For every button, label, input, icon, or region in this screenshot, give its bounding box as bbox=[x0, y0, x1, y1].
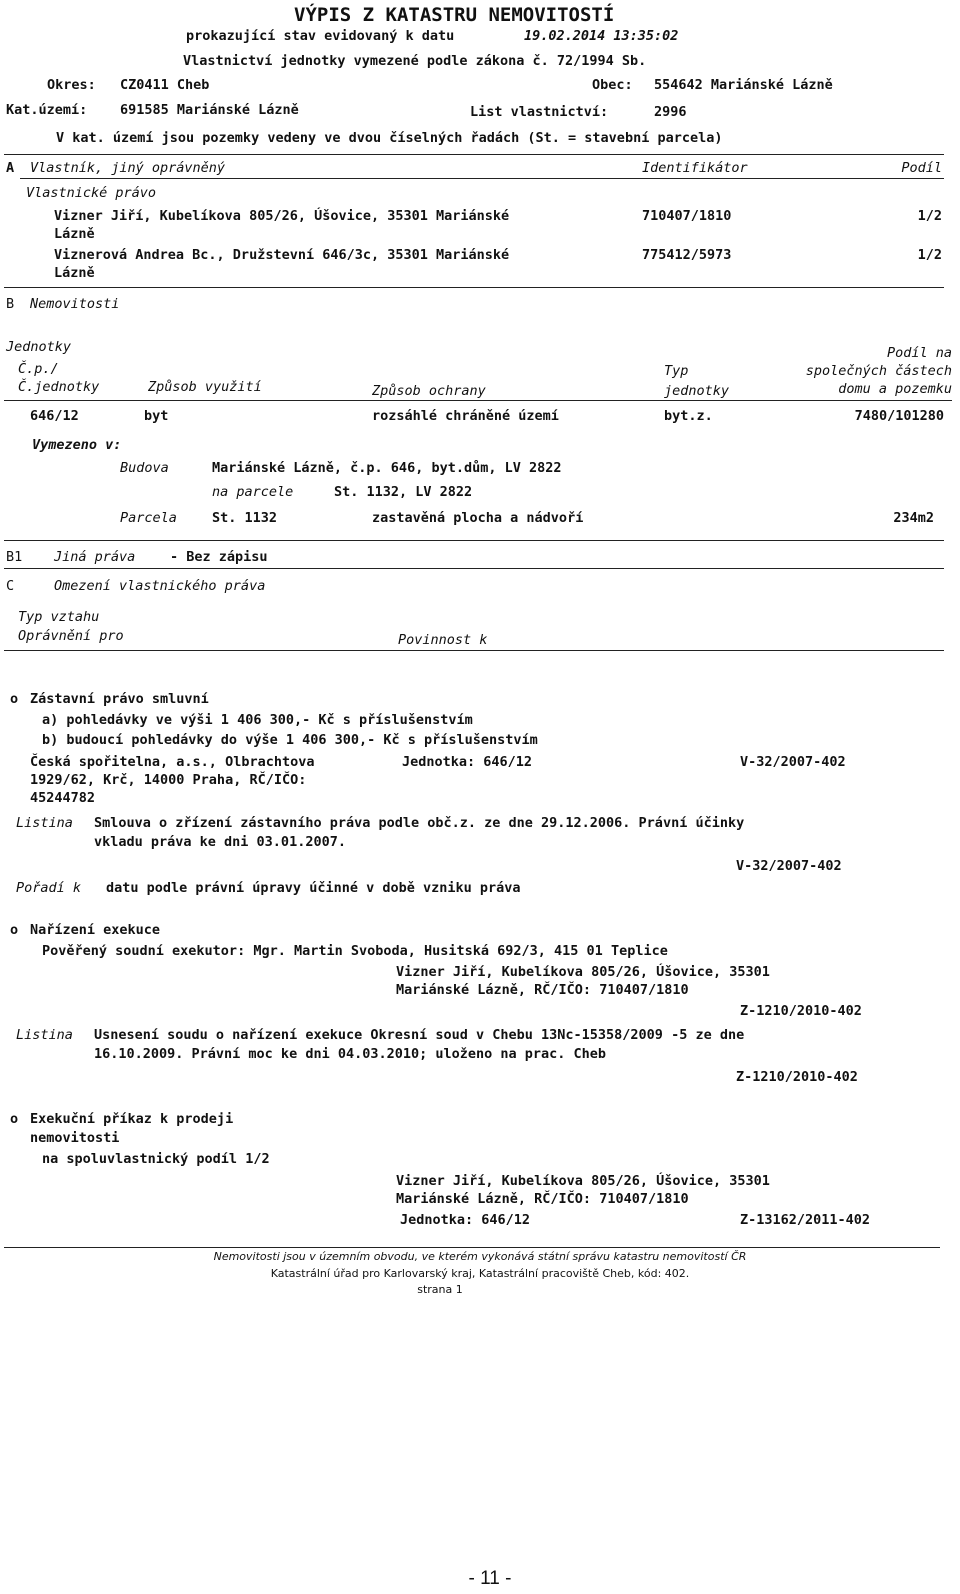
footer-line1: Nemovitosti jsou v územním obvodu, ve kterém vykonává státní správu katastru nemovitostí ČR bbox=[213, 1250, 747, 1263]
col-typ-line2: jednotky bbox=[664, 383, 730, 399]
budova-label: Budova bbox=[120, 460, 169, 476]
section-b1-letter: B1 bbox=[6, 549, 23, 565]
divider bbox=[20, 178, 944, 179]
owner-1-share: 1/2 bbox=[917, 208, 942, 224]
obec-label: Obec: bbox=[592, 77, 633, 93]
unit-type: byt.z. bbox=[664, 408, 713, 424]
col-typ-vztahu: Typ vztahu bbox=[18, 609, 100, 625]
section-b1-status: - Bez zápisu bbox=[170, 549, 268, 565]
col-zpusob-vyuziti: Způsob využití bbox=[148, 379, 262, 395]
entry1-creditor-line1: Česká spořitelna, a.s., Olbrachtova bbox=[30, 754, 315, 770]
divider bbox=[4, 154, 944, 155]
entry3-ref: Z-13162/2011-402 bbox=[740, 1212, 871, 1228]
na-parcele-label: na parcele bbox=[212, 484, 294, 500]
owner-2-line1: Viznerová Andrea Bc., Družstevní 646/3c, 35301 Mariánské bbox=[54, 247, 510, 263]
entry1-listina-line2: vkladu práva ke dni 03.01.2007. bbox=[94, 834, 346, 850]
okres-label: Okres: bbox=[47, 77, 96, 93]
owner-1-line1: Vizner Jiří, Kubelíkova 805/26, Úšovice, 35301 Mariánské bbox=[54, 208, 510, 224]
col-cislo-jednotky: Č.jednotky bbox=[18, 379, 100, 395]
divider bbox=[4, 400, 952, 401]
parcela-label: Parcela bbox=[120, 510, 177, 526]
entry3-who-line2: Mariánské Lázně, RČ/IČO: 710407/1810 bbox=[396, 1191, 689, 1207]
entry2-ref: Z-1210/2010-402 bbox=[740, 1003, 862, 1019]
bullet: o bbox=[10, 1111, 19, 1127]
obec-value: 554642 Mariánské Lázně bbox=[654, 77, 833, 93]
entry1-ref: V-32/2007-402 bbox=[740, 754, 846, 770]
entry3-title-line1: Exekuční příkaz k prodeji bbox=[30, 1111, 234, 1127]
subtitle-prefix: prokazující stav evidovaný k datu bbox=[186, 28, 455, 44]
document-title: VÝPIS Z KATASTRU NEMOVITOSTÍ bbox=[294, 4, 615, 26]
jednotky-label: Jednotky bbox=[6, 339, 72, 355]
col-podil-line2: společných částech bbox=[805, 363, 952, 379]
parcela-value: St. 1132 bbox=[212, 510, 278, 526]
entry2-executor: Pověřený soudní exekutor: Mgr. Martin Svoboda, Husitská 692/3, 415 01 Teplice bbox=[42, 943, 668, 959]
unit-use: byt bbox=[144, 408, 169, 424]
vlastnicke-pravo-heading: Vlastnické právo bbox=[26, 185, 157, 201]
entry2-listina-ref: Z-1210/2010-402 bbox=[736, 1069, 858, 1085]
entry1-listina-label: Listina bbox=[16, 815, 73, 831]
unit-protection: rozsáhlé chráněné území bbox=[372, 408, 559, 424]
parcela-vymera: 234m2 bbox=[893, 510, 934, 526]
lv-label: List vlastnictví: bbox=[470, 104, 609, 120]
section-c-letter: C bbox=[6, 578, 15, 594]
section-a-title: Vlastník, jiný oprávněný bbox=[30, 160, 226, 176]
entry2-listina-line2: 16.10.2009. Právní moc ke dni 04.03.2010; uloženo na prac. Cheb bbox=[94, 1046, 607, 1062]
divider bbox=[4, 650, 944, 651]
parcela-druh: zastavěná plocha a nádvoří bbox=[372, 510, 584, 526]
entry3-subject: na spoluvlastnický podíl 1/2 bbox=[42, 1151, 270, 1167]
page-number: - 11 - bbox=[468, 1568, 512, 1589]
entry1-title: Zástavní právo smluvní bbox=[30, 691, 209, 707]
entry1-b: b) budoucí pohledávky do výše 1 406 300,- Kč s příslušenstvím bbox=[42, 732, 538, 748]
entry3-who-line1: Vizner Jiří, Kubelíkova 805/26, Úšovice, 35301 bbox=[396, 1173, 770, 1189]
section-b-title: Nemovitosti bbox=[30, 296, 120, 312]
col-podil: Podíl bbox=[901, 160, 942, 176]
entry1-poradi-text: datu podle právní úpravy účinné v době vzniku práva bbox=[106, 880, 521, 896]
entry2-listina-label: Listina bbox=[16, 1027, 73, 1043]
section-c-title: Omezení vlastnického práva bbox=[54, 578, 266, 594]
section-b-letter: B bbox=[6, 296, 15, 312]
entry1-creditor-line2: 1929/62, Krč, 14000 Praha, RČ/IČO: bbox=[30, 772, 307, 788]
owner-2-share: 1/2 bbox=[917, 247, 942, 263]
okres-value: CZ0411 Cheb bbox=[120, 77, 210, 93]
bullet: o bbox=[10, 691, 19, 707]
lv-value: 2996 bbox=[654, 104, 687, 120]
entry1-creditor-line3: 45244782 bbox=[30, 790, 96, 806]
entry3-title-line2: nemovitosti bbox=[30, 1130, 120, 1146]
budova-value: Mariánské Lázně, č.p. 646, byt.dům, LV 2822 bbox=[212, 460, 562, 476]
unit-number: 646/12 bbox=[30, 408, 79, 424]
owner-1-id: 710407/1810 bbox=[642, 208, 732, 224]
entry1-poradi-label: Pořadí k bbox=[16, 880, 82, 896]
section-b1-title: Jiná práva bbox=[54, 549, 136, 565]
col-opravneni-pro: Oprávnění pro bbox=[18, 628, 124, 644]
col-podil-line3: domu a pozemku bbox=[838, 381, 952, 397]
subtitle-date: 19.02.2014 13:35:02 bbox=[524, 28, 679, 44]
col-povinnost-k: Povinnost k bbox=[398, 632, 488, 648]
entry1-listina-ref: V-32/2007-402 bbox=[736, 858, 842, 874]
katuzemi-label: Kat.území: bbox=[6, 102, 88, 118]
entry2-who-line2: Mariánské Lázně, RČ/IČO: 710407/1810 bbox=[396, 982, 689, 998]
entry2-title: Nařízení exekuce bbox=[30, 922, 161, 938]
entry1-a: a) pohledávky ve výši 1 406 300,- Kč s příslušenstvím bbox=[42, 712, 473, 728]
unit-share: 7480/101280 bbox=[854, 408, 944, 424]
footer-line2: Katastrální úřad pro Karlovarský kraj, Katastrální pracoviště Cheb, kód: 402. bbox=[270, 1267, 690, 1280]
entry3-jednotka: Jednotka: 646/12 bbox=[400, 1212, 531, 1228]
owner-1-line2: Lázně bbox=[54, 226, 95, 242]
entry2-who-line1: Vizner Jiří, Kubelíkova 805/26, Úšovice, 35301 bbox=[396, 964, 770, 980]
col-typ-line1: Typ bbox=[664, 363, 689, 379]
na-parcele-value: St. 1132, LV 2822 bbox=[334, 484, 473, 500]
owner-2-id: 775412/5973 bbox=[642, 247, 732, 263]
section-a-letter: A bbox=[6, 160, 15, 176]
entry1-jednotka: Jednotka: 646/12 bbox=[402, 754, 533, 770]
col-podil-line1: Podíl na bbox=[886, 345, 952, 361]
entry2-listina-line1: Usnesení soudu o nařízení exekuce Okresní soud v Chebu 13Nc-15358/2009 -5 ze dne bbox=[94, 1027, 745, 1043]
owner-2-line2: Lázně bbox=[54, 265, 95, 281]
vymezeno-label: Vymezeno v: bbox=[32, 437, 122, 453]
ownership-type-line: Vlastnictví jednotky vymezené podle zákona č. 72/1994 Sb. bbox=[183, 53, 647, 69]
divider bbox=[4, 568, 944, 569]
bullet: o bbox=[10, 922, 19, 938]
divider bbox=[4, 287, 944, 288]
katuzemi-value: 691585 Mariánské Lázně bbox=[120, 102, 299, 118]
parcel-series-note: V kat. území jsou pozemky vedeny ve dvou číselných řadách (St. = stavební parcela) bbox=[56, 130, 723, 146]
footer-page-label: strana 1 bbox=[417, 1283, 463, 1296]
col-identifikator: Identifikátor bbox=[642, 160, 748, 176]
col-zpusob-ochrany: Způsob ochrany bbox=[372, 383, 486, 399]
entry1-listina-line1: Smlouva o zřízení zástavního práva podle obč.z. ze dne 29.12.2006. Právní účinky bbox=[94, 815, 745, 831]
divider bbox=[4, 540, 944, 541]
col-cp: Č.p./ bbox=[18, 361, 59, 377]
footer-divider bbox=[4, 1247, 940, 1248]
